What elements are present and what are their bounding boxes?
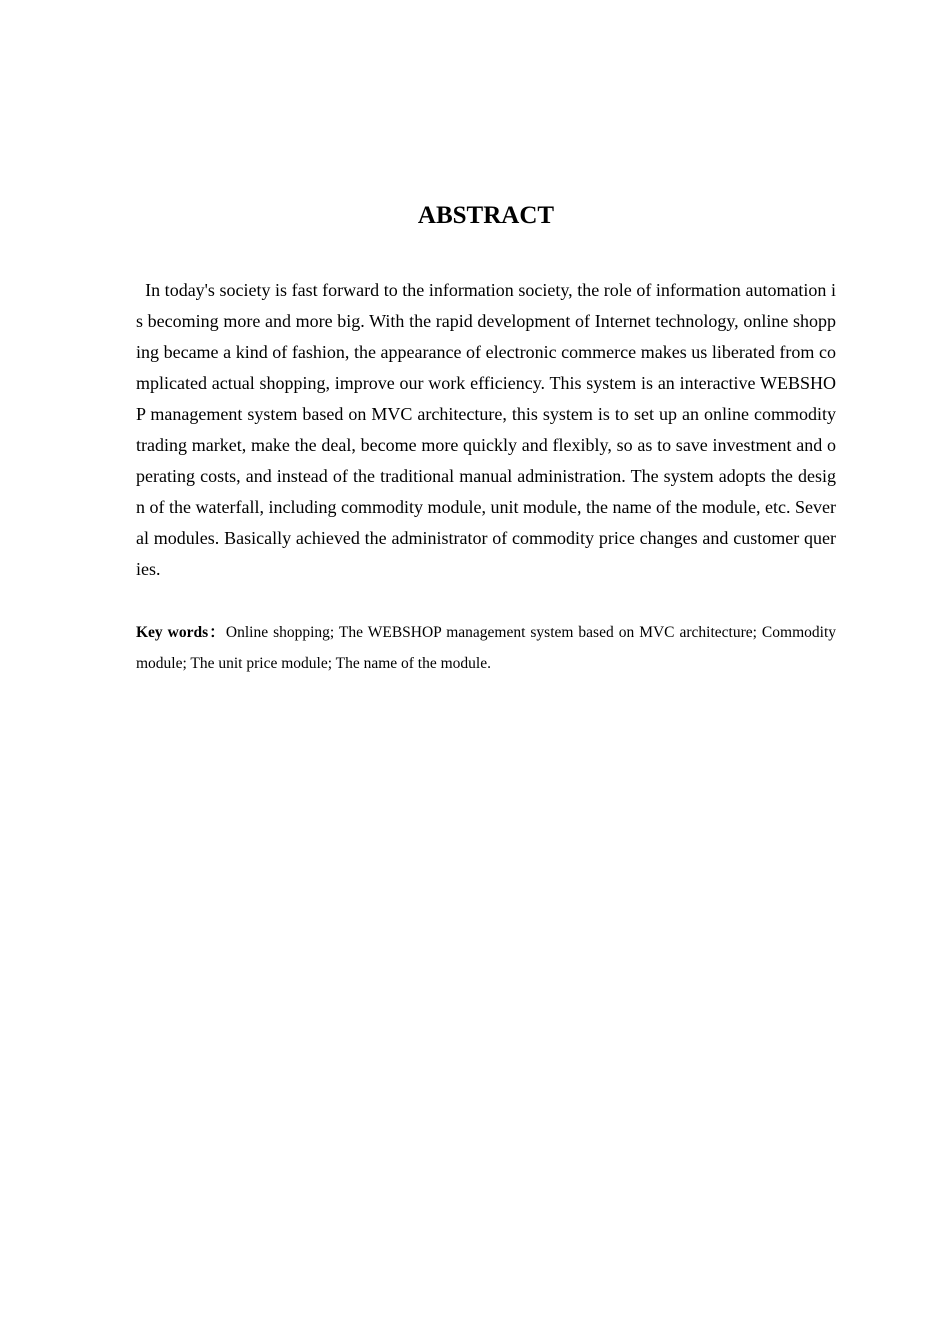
keywords-label: Key words：: [136, 624, 226, 641]
abstract-body: In today's society is fast forward to the information society, the role of information automation is becoming more and more big. With the rapid development of Internet technology, online shopping became a kind of fashion, the appearance of electronic commerce makes us liberated from complicated actual shopping, improve our work efficiency. This system is an interactive WEBSHOP management system based on MVC architecture, this system is to set up an online commodity trading market, make the deal, become more quickly and flexibly, so as to save investment and operating costs, and instead of the traditional manual administration. The system adopts the design of the waterfall, including commodity module, unit module, the name of the module, etc. Several modules. Basically achieved the administrator of commodity price changes and customer queries.: [136, 280, 836, 579]
abstract-title: ABSTRACT: [417, 202, 555, 229]
keywords-paragraph: [136, 617, 836, 679]
keywords-text: Online shopping; The WEBSHOP management system based on MVC architecture; Commodity module; The unit price module; The name of the module.: [136, 624, 836, 672]
